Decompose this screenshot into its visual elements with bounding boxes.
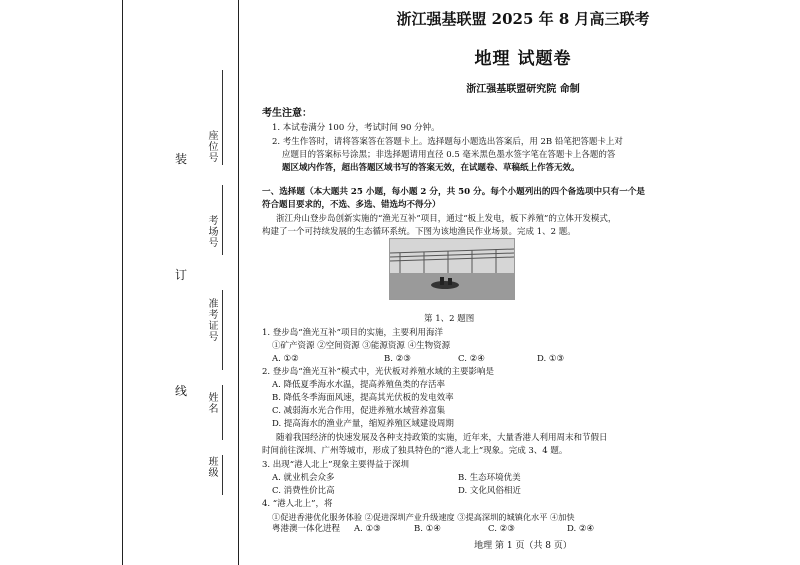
binding-line-inner — [238, 0, 239, 565]
q1-option-c[interactable]: C. ②④ — [458, 354, 485, 364]
q1-option-b[interactable]: B. ②③ — [384, 354, 411, 364]
passage-1-cont: 构建了一个可持续发展的生态循环系统。下图为该地渔民作业场景。完成 1、2 题。 — [262, 227, 576, 237]
q4-option-b[interactable]: B. ①④ — [414, 524, 441, 534]
page-footer: 地理 第 1 页（共 8 页） — [474, 541, 572, 551]
q2-option-a[interactable]: A. 降低夏季海水水温，提高养殖鱼类的存活率 — [272, 380, 446, 390]
notice-heading: 考生注意： — [262, 108, 312, 119]
passage-2-cont: 时间前往深圳、广州等城市，形成了独具特色的“港人北上”现象。完成 3、4 题。 — [262, 446, 568, 456]
field-name-line[interactable] — [222, 385, 223, 440]
q4-items: ①促进香港优化服务体验 ②促进深圳产业升级速度 ③提高深圳的城镇化水平 ④加快 — [272, 512, 575, 522]
q3-option-a[interactable]: A. 就业机会众多 — [272, 473, 335, 483]
notice-item-1: 1. 本试卷满分 100 分，考试时间 90 分钟。 — [272, 123, 440, 133]
fisherman-photo — [389, 238, 515, 300]
subject-title: 地理 试题卷 — [474, 49, 572, 69]
q4-items-cont: 粤港澳一体化进程 — [272, 524, 341, 534]
notice-item-2-cont: 应题目的答案标号涂黑；非选择题请用直径 0.5 毫米黑色墨水签字笔在答题卡上各题的答 — [282, 150, 616, 160]
q2-option-c[interactable]: C. 减弱海水光合作用，促进养殖水域营养富集 — [272, 406, 446, 416]
field-seat-number: 座位号 — [206, 130, 217, 163]
q1-option-d[interactable]: D. ①③ — [537, 354, 565, 364]
q2-stem: 2. 登步岛“渔光互补”模式中，光伏板对养殖水域的主要影响是 — [262, 367, 495, 377]
section-1-heading-cont: 符合题目要求的，不选、多选、错选均不得分） — [262, 200, 441, 210]
q1-items: ①矿产资源 ②空间资源 ③能源资源 ④生物资源 — [272, 341, 451, 351]
q3-option-b[interactable]: B. 生态环境优美 — [458, 473, 521, 483]
notice-item-2: 2. 考生作答时，请将答案答在答题卡上。选择题每小题选出答案后，用 2B 铅笔把答题卡上对 — [272, 137, 623, 147]
q1-option-a[interactable]: A. ①② — [272, 354, 299, 364]
section-1-heading: 一、选择题（本大题共 25 小题，每小题 2 分，共 50 分。每个小题列出的四个备选项中只有一个是 — [262, 187, 646, 197]
q1-stem: 1. 登步岛“渔光互补”项目的实施，主要利用海洋 — [262, 328, 444, 338]
binding-mark-xian: 线 — [175, 384, 188, 398]
q2-option-b[interactable]: B. 降低冬季海面风速，提高其光伏板的发电效率 — [272, 393, 454, 403]
field-admission-number: 准考证号 — [206, 298, 217, 342]
passage-1: 浙江舟山登步岛创新实施的“渔光互补”项目，通过“板上发电，板下养殖”的立体开发模式， — [276, 214, 617, 224]
q4-option-d[interactable]: D. ②④ — [567, 524, 595, 534]
field-exam-room: 考场号 — [206, 215, 217, 248]
q3-stem: 3. 出现“港人北上”现象主要得益于深圳 — [262, 460, 410, 470]
maker-line: 浙江强基联盟研究院 命制 — [466, 84, 580, 95]
q4-option-c[interactable]: C. ②③ — [488, 524, 515, 534]
field-admission-number-line[interactable] — [222, 290, 223, 370]
binding-mark-zhuang: 装 — [175, 152, 188, 166]
field-seat-number-line[interactable] — [222, 70, 223, 165]
q2-option-d[interactable]: D. 提高海水的渔业产量，缩短养殖区域建设周期 — [272, 419, 454, 429]
field-exam-room-line[interactable] — [222, 185, 223, 255]
notice-item-2-cont2: 题区域内作答，超出答题区域书写的答案无效，在试题卷、草稿纸上作答无效。 — [282, 163, 580, 173]
q3-option-d[interactable]: D. 文化风俗相近 — [458, 486, 521, 496]
q4-stem: 4. “港人北上”，将 — [262, 499, 333, 509]
field-class-line[interactable] — [222, 455, 223, 495]
photo-illustration — [390, 239, 514, 299]
binding-line-outer — [122, 0, 123, 565]
field-class: 班级 — [206, 456, 217, 478]
field-name: 姓名 — [206, 392, 217, 414]
figure-caption: 第 1、2 题图 — [424, 314, 475, 324]
exam-title: 浙江强基联盟 2025 年 8 月高三联考 — [396, 10, 650, 28]
q4-option-a[interactable]: A. ①③ — [354, 524, 381, 534]
binding-mark-ding: 订 — [175, 268, 188, 282]
q3-option-c[interactable]: C. 消费性价比高 — [272, 486, 335, 496]
passage-2: 随着我国经济的快速发展及各种支持政策的实施，近年来，大量香港人利用周末和节假日 — [276, 433, 608, 443]
